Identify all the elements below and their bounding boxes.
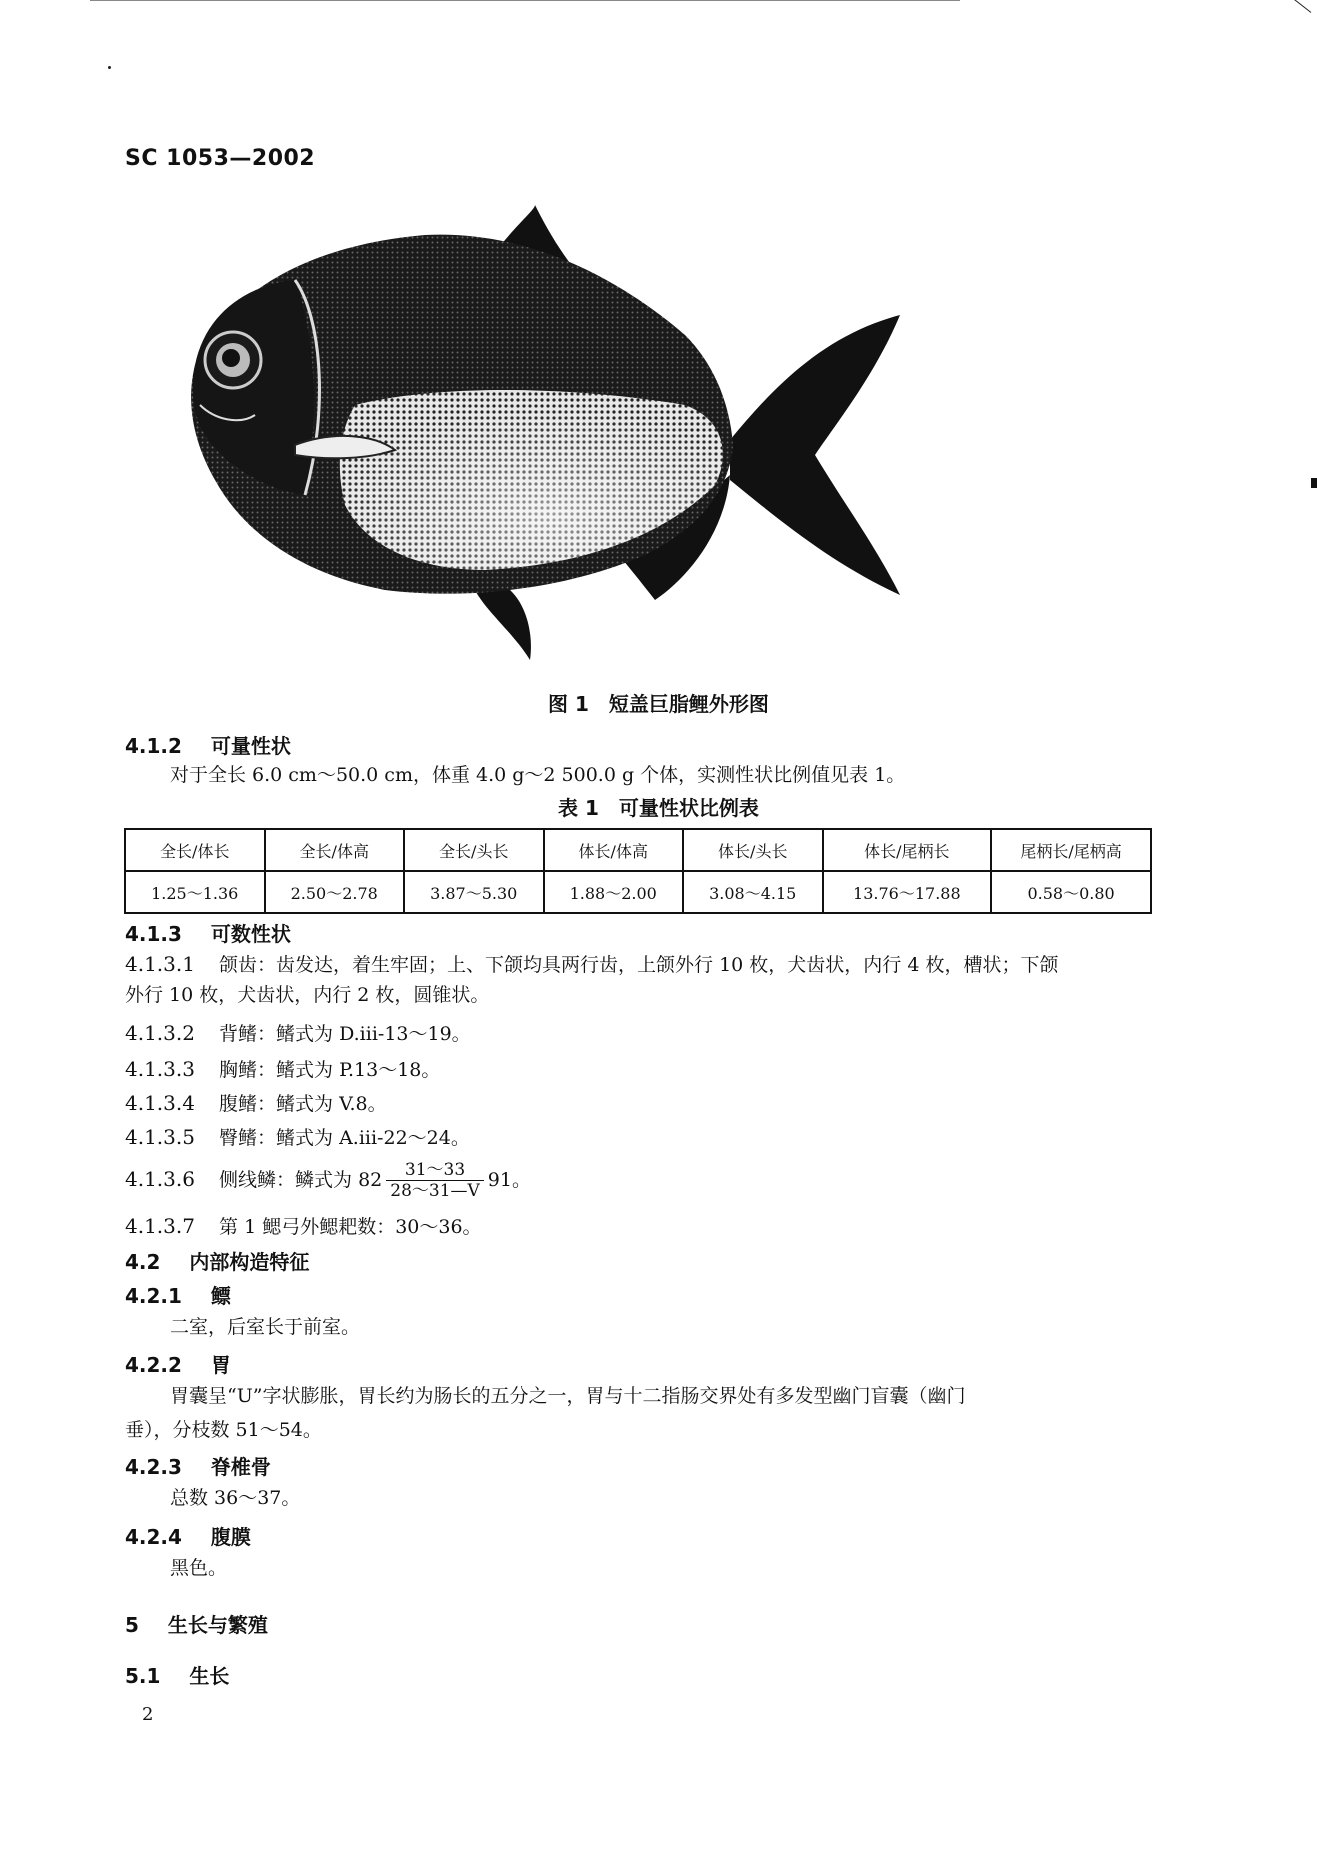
clause-4-1-3-2	[125, 1017, 471, 1049]
section-number: 4.2.4	[125, 1525, 182, 1549]
paragraph: 黑色。	[170, 1557, 228, 1579]
table-row	[125, 871, 1151, 913]
table-cell: 3.87～5.30	[404, 871, 544, 913]
section-heading-4-2-2	[125, 1349, 231, 1378]
section-title: 腹膜	[210, 1525, 251, 1549]
section-number: 4.2.3	[125, 1455, 182, 1479]
table-header-cell: 体长/尾柄长	[823, 829, 992, 871]
clause-text: 臀鳍：鳍式为 A.iii-22～24。	[219, 1127, 470, 1149]
section-number: 5.1	[125, 1664, 161, 1688]
fraction-numerator: 31～33	[386, 1160, 484, 1181]
section-heading-5	[125, 1609, 268, 1638]
clause-4-1-3-1	[125, 948, 1155, 980]
clause-number: 4.1.3.4	[125, 1091, 195, 1115]
clause-text: 胸鳍：鳍式为 P.13～18。	[219, 1059, 441, 1081]
figure-caption: 图 1 短盖巨脂鲤外形图	[548, 692, 769, 716]
section-heading-4-1-2	[125, 730, 291, 759]
page-number: 2	[142, 1704, 154, 1725]
clause-4-1-3-4	[125, 1087, 387, 1119]
paragraph: 对于全长 6.0 cm～50.0 cm，体重 4.0 g～2 500.0 g 个体，实测性状比例值见表 1。	[170, 764, 906, 786]
header-rule	[90, 0, 960, 1]
standard-number: SC 1053—2002	[125, 146, 316, 171]
table-cell: 1.88～2.00	[544, 871, 684, 913]
measurement-ratio-table	[124, 828, 1152, 914]
clause-4-1-3-3	[125, 1053, 440, 1085]
clause-number: 4.1.3.3	[125, 1057, 195, 1081]
scan-mark	[1311, 478, 1317, 488]
table-header-cell: 全长/头长	[404, 829, 544, 871]
clause-4-1-3-5	[125, 1121, 470, 1153]
section-title: 脊椎骨	[210, 1455, 271, 1479]
table-header-cell: 全长/体高	[265, 829, 405, 871]
section-heading-4-2-1	[125, 1280, 231, 1309]
clause-text: 第 1 鳃弓外鳃耙数：30～36。	[219, 1216, 482, 1238]
section-number: 5	[125, 1613, 139, 1637]
section-number: 4.2	[125, 1250, 161, 1274]
clause-text: 腹鳍：鳍式为 V.8。	[219, 1093, 387, 1115]
paragraph: 胃囊呈“U”字状膨胀，胃长约为肠长的五分之一，胃与十二指肠交界处有多发型幽门盲囊（幽门	[170, 1385, 966, 1407]
scan-dot	[108, 66, 111, 69]
table-header-row	[125, 829, 1151, 871]
clause-number: 4.1.3.2	[125, 1021, 195, 1045]
section-heading-4-2	[125, 1246, 309, 1275]
clause-4-1-3-6	[125, 1160, 531, 1202]
section-title: 内部构造特征	[189, 1250, 310, 1274]
table-caption: 表 1 可量性状比例表	[558, 796, 759, 820]
scan-mark	[1276, 0, 1311, 13]
scale-formula-fraction	[386, 1160, 484, 1202]
clause-text-after: 91。	[487, 1168, 531, 1191]
paragraph: 总数 36～37。	[170, 1487, 301, 1509]
clause-text: 侧线鳞：鳞式为 82	[219, 1168, 383, 1191]
section-title: 鳔	[210, 1284, 231, 1308]
table-cell: 1.25～1.36	[125, 871, 265, 913]
section-number: 4.2.1	[125, 1284, 182, 1308]
clause-text-continued: 外行 10 枚，犬齿状，内行 2 枚，圆锥状。	[125, 984, 490, 1006]
clause-number: 4.1.3.1	[125, 952, 195, 976]
section-title: 生长	[189, 1664, 230, 1688]
section-number: 4.1.2	[125, 734, 182, 758]
clause-number: 4.1.3.6	[125, 1166, 195, 1191]
table-cell: 13.76～17.88	[823, 871, 992, 913]
fish-illustration	[185, 205, 905, 660]
section-title: 生长与繁殖	[167, 1613, 268, 1637]
section-number: 4.1.3	[125, 922, 182, 946]
clause-number: 4.1.3.7	[125, 1214, 195, 1238]
table-header-cell: 全长/体长	[125, 829, 265, 871]
fraction-denominator: 28～31—V	[390, 1181, 480, 1202]
clause-number: 4.1.3.5	[125, 1125, 195, 1149]
table-header-cell: 体长/体高	[544, 829, 684, 871]
section-heading-4-1-3	[125, 918, 291, 947]
section-heading-5-1	[125, 1660, 229, 1689]
paragraph: 二室，后室长于前室。	[170, 1316, 361, 1338]
clause-text: 颌齿：齿发达，着生牢固；上、下颌均具两行齿，上颌外行 10 枚，犬齿状，内行 4 枚，槽状；下颌	[219, 954, 1059, 976]
clause-4-1-3-7	[125, 1210, 482, 1242]
section-title: 可量性状	[210, 734, 291, 758]
section-title: 胃	[210, 1353, 231, 1377]
clause-text: 背鳍：鳍式为 D.iii-13～19。	[219, 1023, 471, 1045]
section-heading-4-2-4	[125, 1521, 251, 1550]
section-number: 4.2.2	[125, 1353, 182, 1377]
table-header-cell: 尾柄长/尾柄高	[991, 829, 1151, 871]
paragraph-continued: 垂），分枝数 51～54。	[125, 1419, 322, 1441]
table-cell: 3.08～4.15	[683, 871, 823, 913]
section-title: 可数性状	[210, 922, 291, 946]
section-heading-4-2-3	[125, 1451, 271, 1480]
table-cell: 2.50～2.78	[265, 871, 405, 913]
table-header-cell: 体长/头长	[683, 829, 823, 871]
table-cell: 0.58～0.80	[991, 871, 1151, 913]
